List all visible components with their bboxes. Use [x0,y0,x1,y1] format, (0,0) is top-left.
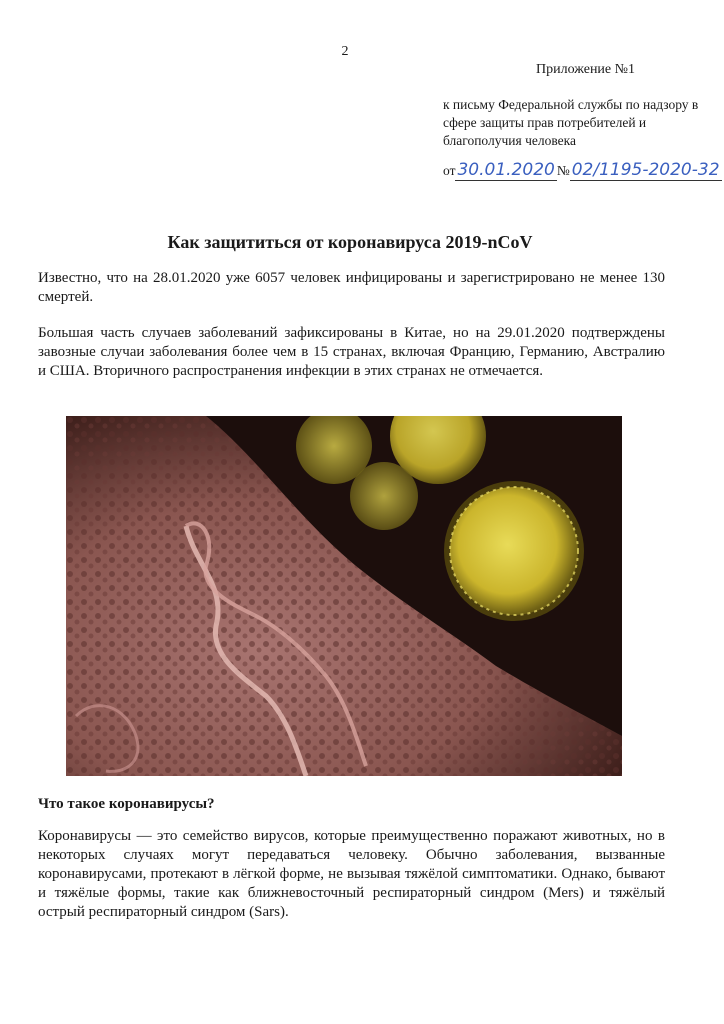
reference-line [443,160,722,180]
handwritten-date: 30.01.2020 [457,160,555,180]
from-prefix: от [443,163,456,178]
handwritten-number: 02/1195-2020-32 [571,160,720,180]
paragraph-coronaviruses: Коронавирусы — это семейство вирусов, которые преимущественно поражают животных, но в некоторых случаях могут передаваться человеку. Обычно заболевания, вызванные коронавирусами, протекают в лёгкой форме, не вызывая тяжёлой симптоматики. Однако, бывают и тяжёлые формы, такие как ближневосточный респираторный синдром (Mers) и тяжёлый острый респираторный синдром (Sars). [38,828,665,920]
appendix-label: Приложение №1 [536,62,635,77]
paragraph-spread: Большая часть случаев заболеваний зафиксированы в Китае, но на 29.01.2020 подтверждены завозные случаи заболевания более чем в 15 странах, включая Францию, Германию, Австралию и США. Вторичного распространения инфекции в этих странах не отмечается. [38,325,665,379]
page-number: 2 [341,44,349,59]
coronavirus-micrograph-image [66,416,622,776]
number-prefix: № [556,163,570,178]
letter-reference: к письму Федеральной службы по надзору в сфере защиты прав потребителей и благополучия человека [443,97,699,148]
paragraph-statistics: Известно, что на 28.01.2020 уже 6057 человек инфицированы и зарегистрировано не менее 130 смертей. [38,270,665,305]
document-title: Как защититься от коронавируса 2019-nCoV [167,232,533,252]
section-heading: Что такое коронавирусы? [38,796,215,812]
